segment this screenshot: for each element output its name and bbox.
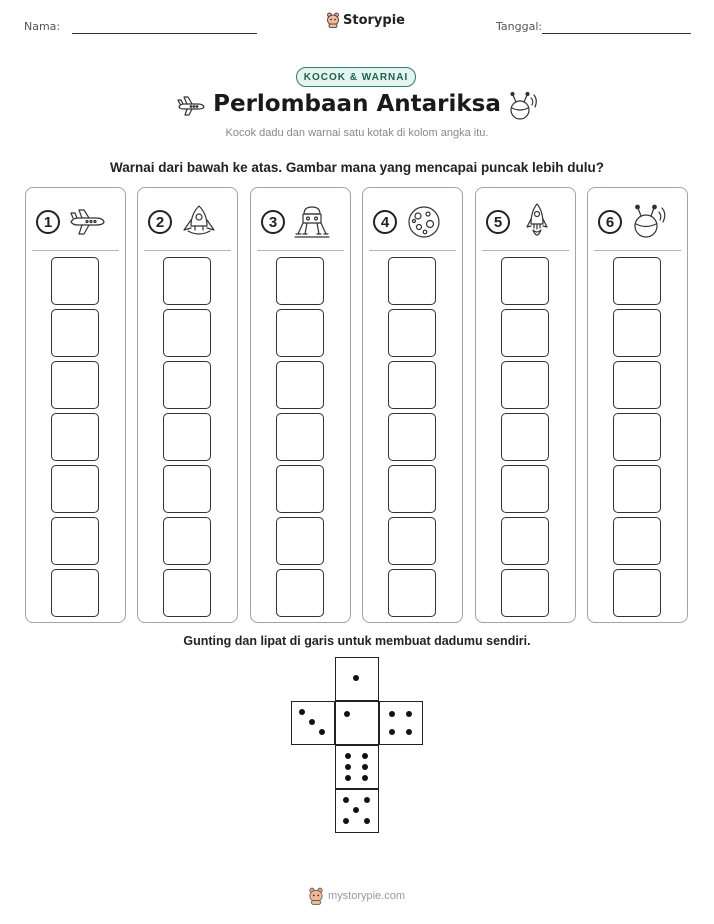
color-box[interactable] [388,413,436,461]
color-box[interactable] [501,309,549,357]
color-box[interactable] [388,517,436,565]
die-pip [343,818,349,824]
die-pip [319,729,325,735]
color-box[interactable] [276,257,324,305]
color-box[interactable] [501,465,549,513]
color-box[interactable] [613,361,661,409]
coloring-instruction: Warnai dari bawah ke atas. Gambar mana yang mencapai puncak lebih dulu? [110,160,604,175]
column-number: 5 [486,210,510,234]
die-face-lower[interactable] [335,745,379,789]
color-box[interactable] [613,309,661,357]
color-box[interactable] [613,257,661,305]
column-number: 4 [373,210,397,234]
color-box[interactable] [388,361,436,409]
activity-badge: KOCOK & WARNAI [296,67,416,87]
column-header [148,202,228,242]
color-box[interactable] [276,361,324,409]
brand-name: Storypie [343,12,405,28]
race-column-5 [475,187,576,623]
die-pip [389,711,395,717]
color-box[interactable] [163,517,211,565]
die-pip [345,764,351,770]
color-box[interactable] [51,257,99,305]
column-number: 2 [148,210,172,234]
color-box[interactable] [163,465,211,513]
color-box[interactable] [501,569,549,617]
column-divider [144,250,231,251]
name-label: Nama: [24,20,61,33]
column-header [36,202,116,242]
moon-icon [405,204,443,240]
color-box[interactable] [388,569,436,617]
color-box[interactable] [501,361,549,409]
color-box[interactable] [276,517,324,565]
die-pip [353,807,359,813]
rocket-launch-icon [518,202,556,242]
die-face-bottom[interactable] [335,789,379,833]
die-pip [362,775,368,781]
die-pip [406,711,412,717]
color-box[interactable] [388,309,436,357]
page-title: Perlombaan Antariksa [213,91,501,117]
column-divider [369,250,456,251]
color-box[interactable] [276,569,324,617]
satellite-title-icon [506,90,540,122]
column-header [373,202,453,242]
color-box[interactable] [276,465,324,513]
color-box[interactable] [163,309,211,357]
die-pip [343,797,349,803]
die-pip [406,729,412,735]
die-pip [353,675,359,681]
column-header [598,202,678,242]
color-box[interactable] [163,413,211,461]
column-divider [32,250,119,251]
color-box[interactable] [51,309,99,357]
lunar-lander-icon [293,204,331,240]
die-pip [364,818,370,824]
column-divider [482,250,569,251]
brand-logo [326,12,405,28]
die-face-right[interactable] [379,701,423,745]
name-line[interactable] [72,33,257,34]
column-number: 6 [598,210,622,234]
color-box[interactable] [276,413,324,461]
color-box[interactable] [388,465,436,513]
color-box[interactable] [388,257,436,305]
die-pip [344,711,350,717]
color-box[interactable] [613,465,661,513]
color-box[interactable] [163,569,211,617]
footer-url[interactable]: mystorypie.com [328,890,406,902]
storypie-mascot-icon [326,12,340,28]
die-face-center[interactable] [335,701,379,745]
die-pip [299,709,305,715]
die-pip [309,719,315,725]
color-box[interactable] [276,309,324,357]
column-divider [257,250,344,251]
race-column-4 [362,187,463,623]
rocket-icon [180,204,218,240]
color-box[interactable] [501,257,549,305]
column-header [486,202,566,242]
die-pip [345,753,351,759]
race-column-1 [25,187,126,623]
die-pip [362,753,368,759]
cut-instruction: Gunting dan lipat di garis untuk membuat dadumu sendiri. [183,634,531,648]
color-box[interactable] [51,569,99,617]
column-number: 1 [36,210,60,234]
column-header [261,202,341,242]
footer [308,887,405,905]
die-face-top[interactable] [335,657,379,701]
color-box[interactable] [163,361,211,409]
date-label: Tanggal: [496,20,543,33]
color-box[interactable] [501,413,549,461]
airplane-icon [68,206,106,238]
color-box[interactable] [613,569,661,617]
satellite-icon [630,203,670,241]
date-line[interactable] [542,33,691,34]
color-box[interactable] [613,413,661,461]
color-box[interactable] [613,517,661,565]
color-box[interactable] [501,517,549,565]
column-number: 3 [261,210,285,234]
color-box[interactable] [51,465,99,513]
storypie-mascot-icon [308,887,324,905]
die-pip [364,797,370,803]
color-box[interactable] [51,361,99,409]
race-column-2 [137,187,238,623]
column-divider [594,250,681,251]
die-face-left[interactable] [291,701,335,745]
color-box[interactable] [163,257,211,305]
page-subtitle: Kocok dadu dan warnai satu kotak di kolom angka itu. [225,127,489,139]
color-box[interactable] [51,517,99,565]
die-pip [345,775,351,781]
race-column-3 [250,187,351,623]
die-pip [362,764,368,770]
race-column-6 [587,187,688,623]
color-box[interactable] [51,413,99,461]
die-pip [389,729,395,735]
